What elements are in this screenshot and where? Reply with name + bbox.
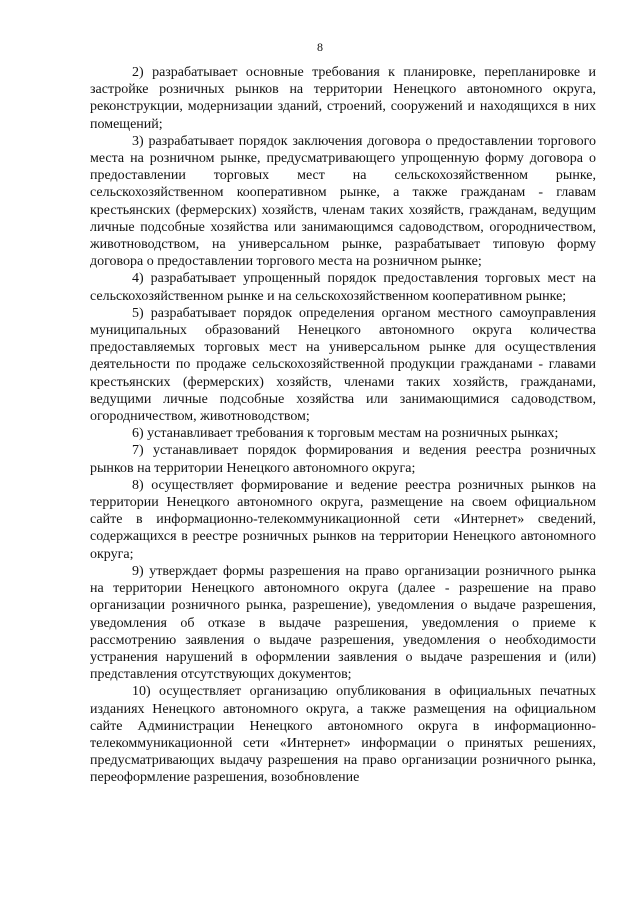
- paragraph-item-2: 2) разрабатывает основные требования к планировке, перепланировке и застройке розничных рынков на территории Ненецкого автономного округа, реконструкции, модернизации зданий, строений, сооружений и находящихся в них помещений;: [90, 65, 596, 132]
- paragraph-item-4: 4) разрабатывает упрощенный порядок предоставления торговых мест на сельскохозяйственном рынке и на сельскохозяйственном кооперативном рынке;: [90, 271, 596, 304]
- document-body: [90, 64, 596, 787]
- paragraph-item-10: 10) осуществляет организацию опубликования в официальных печатных изданиях Ненецкого автономного округа, а также размещения на официальном сайте Администрации Ненецкого автономного округа в информационно-телекоммуникационной сети «Интернет» информации о принятых решениях, предусматривающих выдачу разрешения на право организации розничного рынка, переоформление разрешения, возобновление: [90, 684, 596, 786]
- page-number: 8: [317, 40, 323, 54]
- paragraph-item-5: 5) разрабатывает порядок определения органом местного самоуправления муниципальных образований Ненецкого автономного округа количества предоставляемых торговых мест на универсальном рынке для осуществления деятельности по продаже сельскохозяйственной продукции гражданами - главами крестьянских (фермерских) хозяйств, членами таких хозяйств, гражданами, ведущими личные подсобные хозяйства или занимающимися садоводством, огородничеством, животноводством;: [90, 305, 596, 425]
- paragraph-item-8: 8) осуществляет формирование и ведение реестра розничных рынков на территории Ненецкого автономного округа, размещение на своем официальном сайте в информационно-телекоммуникационной сети «Интернет» сведений, содержащихся в реестре розничных рынков на территории Ненецкого автономного округа;: [90, 477, 596, 562]
- paragraph-item-7: 7) устанавливает порядок формирования и ведения реестра розничных рынков на территории Ненецкого автономного округа;: [90, 443, 596, 476]
- paragraph-item-3: 3) разрабатывает порядок заключения договора о предоставлении торгового места на розничном рынке, предусматривающего упрощенную форму договора о предоставлении торговых мест на сельскохозяйственном рынке, сельскохозяйственном кооперативном рынке, а также гражданам - главам крестьянских (фермерских) хозяйств, членам таких хозяйств, гражданам, ведущим личные подсобные хозяйства или занимающимся садоводством, огородничеством, животноводством, на универсальном рынке, разрабатывает типовую форму договора о предоставлении торгового места на розничном рынке;: [90, 133, 596, 270]
- paragraph-item-9: 9) утверждает формы разрешения на право организации розничного рынка на территории Ненецкого автономного округа (далее - разрешение на право организации розничного рынка, разрешение), уведомления о выдаче разрешения, уведомления об отказе в выдаче разрешения, уведомления о приеме к рассмотрению заявления о выдаче разрешения, уведомления о необходимости устранения нарушений в оформлении заявления о выдаче разрешения и (или) представления отсутствующих документов;: [90, 563, 596, 683]
- paragraph-item-6: 6) устанавливает требования к торговым местам на розничных рынках;: [132, 426, 559, 442]
